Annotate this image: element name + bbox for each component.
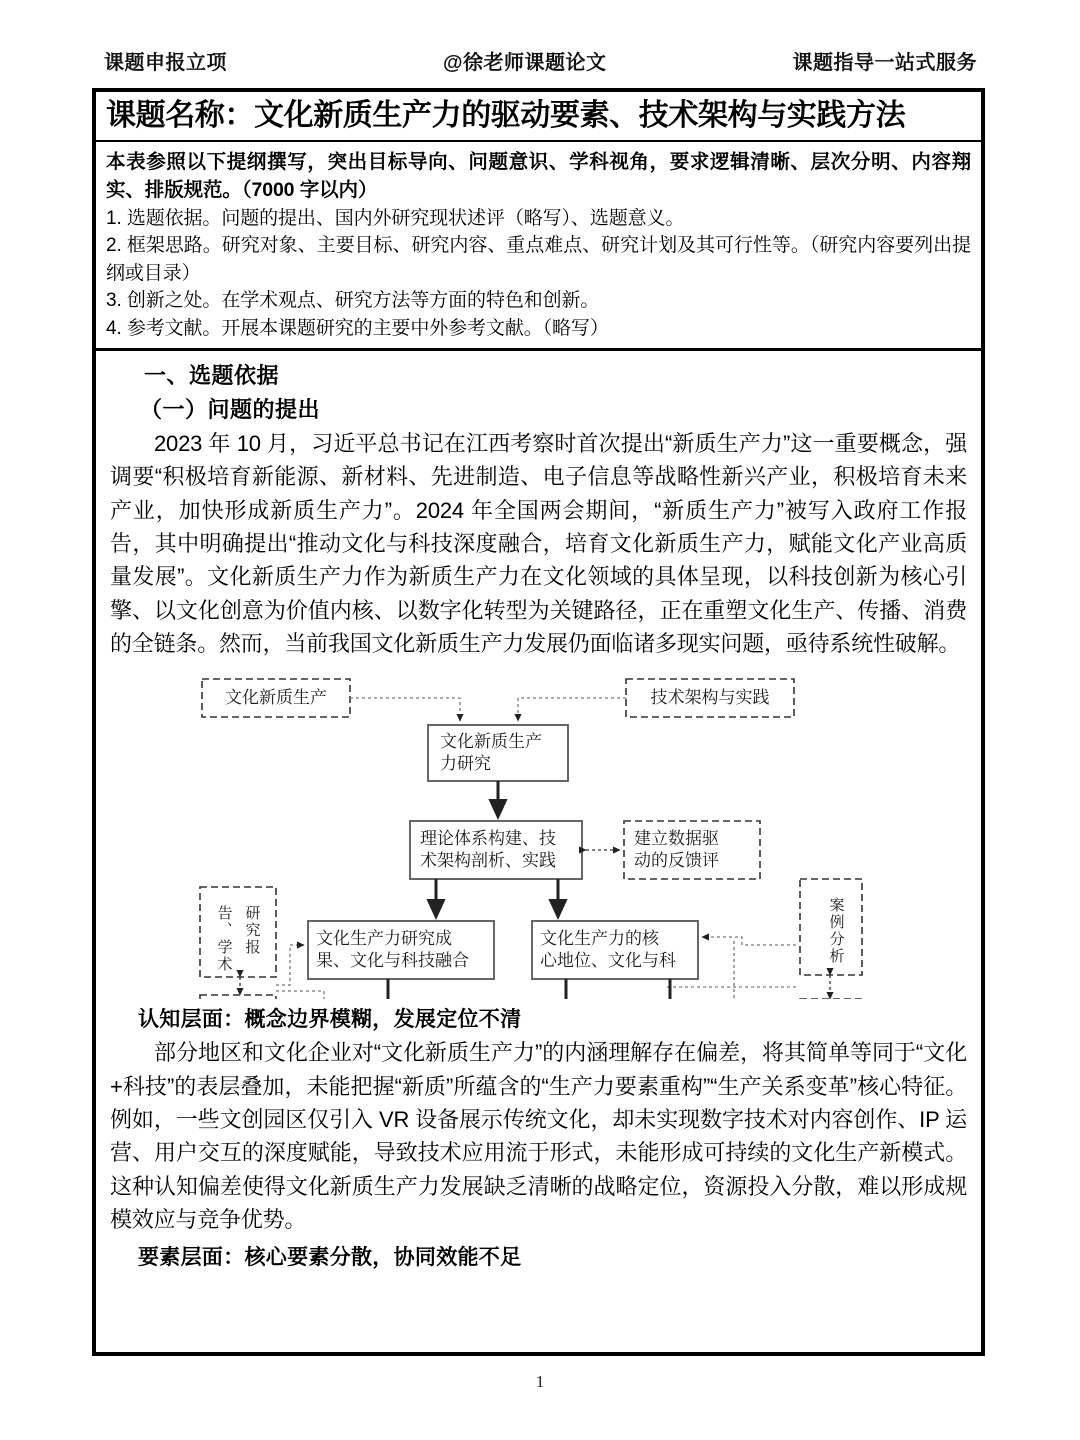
diagram-node-label-line2: 术架构剖析、实践 xyxy=(419,850,556,870)
level-heading-2: 要素层面：核心要素分散，协同效能不足 xyxy=(138,1245,522,1269)
diagram-node-dashed-top-right xyxy=(626,679,794,717)
page-title: 课题名称：文化新质生产力的驱动要素、技术架构与实践方法 xyxy=(106,99,906,132)
diagram-node-label-col1: 研究报 xyxy=(243,904,260,956)
diagram-node-label-line1: 建立数据驱 xyxy=(633,828,719,848)
header-left-label: 课题申报立项 xyxy=(104,52,227,74)
diagram-node-label-line1: 文化生产力研究成 xyxy=(315,928,452,948)
diagram-node-right-upper xyxy=(800,879,862,975)
diagram-node-root xyxy=(428,725,568,781)
form-table xyxy=(92,88,985,1356)
instruction-item-2: 2. 框架思路。研究对象、主要目标、研究内容、重点难点、研究计划及其可行性等。（研究内容要列出提纲或目录） xyxy=(106,235,971,284)
research-framework-diagram xyxy=(174,669,904,999)
section-heading: 一、选题依据 xyxy=(144,363,280,389)
page-number: 1 xyxy=(535,1372,545,1391)
body-paragraph-2: 部分地区和文化企业对“文化新质生产力”的内涵理解存在偏差，将其简单等同于“文化+科技”的表层叠加，未能把握“新质”所蕴含的“生产力要素重构”“生产关系变革”核心特征。例如，一些文创园区仅引入 VR 设备展示传统文化，却未实现数字技术对内容创作、IP 运营、用户交互的深度赋能，导致技术应用流于形式，未能形成可持续的文化生产新模式。这种认知偏差使得文化新质生产力发展缺乏清晰的战略定位，资源投入分散，难以形成规模效应与竞争优势。 xyxy=(110,1040,967,1233)
instructions-row xyxy=(96,142,981,351)
diagram-node-level2 xyxy=(410,821,582,879)
diagram-node-label-col2: 告、学术 xyxy=(215,904,232,973)
diagram-node-label-line2: 力研究 xyxy=(439,753,491,773)
instructions-lead: 本表参照以下提纲撰写，突出目标导向、问题意识、学科视角，要求逻辑清晰、层次分明、内容翔实、排版规范。（7000 字以内） xyxy=(106,151,971,202)
diagram-node-label: 技术架构与实践 xyxy=(650,687,769,707)
subsection-heading: （一）问题的提出 xyxy=(140,396,321,422)
header-center-label: @徐老师课题论文 xyxy=(442,52,607,74)
body-paragraph-1: 2023 年 10 月，习近平总书记在江西考察时首次提出“新质生产力”这一重要概念，强调要“积极培育新能源、新材料、先进制造、电子信息等战略性新兴产业，积极培育未来产业，加快形成新质生产力”。2024 年全国两会期间，“新质生产力”被写入政府工作报告，其中明确提出“推动文化与科技深度融合，培育文化新质生产力，赋能文化产业高质量发展”。文化新质生产力作为新质生产力在文化领域的具体呈现，以科技创新为核心引擎、以文化创意为价值内核、以数字化转型为关键路径，正在重塑文化生产、传播、消费的全链条。然而，当前我国文化新质生产力发展仍面临诸多现实问题，亟待系统性破解。 xyxy=(110,430,967,657)
diagram-node-mid-right xyxy=(532,921,698,979)
diagram-node-label-line2: 动的反馈评 xyxy=(633,850,719,870)
running-header xyxy=(92,46,985,75)
diagram-node-left-lower xyxy=(200,995,276,999)
instruction-item-4: 4. 参考文献。开展本课题研究的主要中外参考文献。（略写） xyxy=(106,317,609,339)
diagram-node-left-upper xyxy=(200,887,276,977)
diagram-node-label: 文化新质生产 xyxy=(224,687,327,707)
instruction-item-3: 3. 创新之处。在学术观点、研究方法等方面的特色和创新。 xyxy=(106,290,600,312)
title-row xyxy=(96,92,981,142)
diagram-node-label: 案例分析 xyxy=(827,896,844,965)
diagram-container xyxy=(110,669,967,999)
diagram-node-label-line2: 心地位、文化与科 xyxy=(539,950,676,970)
diagram-node-label-line1: 理论体系构建、技 xyxy=(419,828,556,848)
diagram-node-label-line1: 文化生产力的核 xyxy=(539,928,659,948)
diagram-node-mid-left xyxy=(308,921,494,979)
level-heading-1: 认知层面：概念边界模糊，发展定位不清 xyxy=(138,1007,522,1031)
diagram-node-label-line1: 文化新质生产 xyxy=(439,731,542,751)
diagram-node-feedback xyxy=(624,821,760,879)
body-row xyxy=(96,351,981,1278)
diagram-node-dashed-top-left xyxy=(202,679,350,717)
header-right-label: 课题指导一站式服务 xyxy=(792,52,977,74)
instruction-item-1: 1. 选题依据。问题的提出、国内外研究现状述评（略写）、选题意义。 xyxy=(106,207,685,229)
diagram-node-label-line2: 果、文化与科技融合 xyxy=(315,950,469,970)
